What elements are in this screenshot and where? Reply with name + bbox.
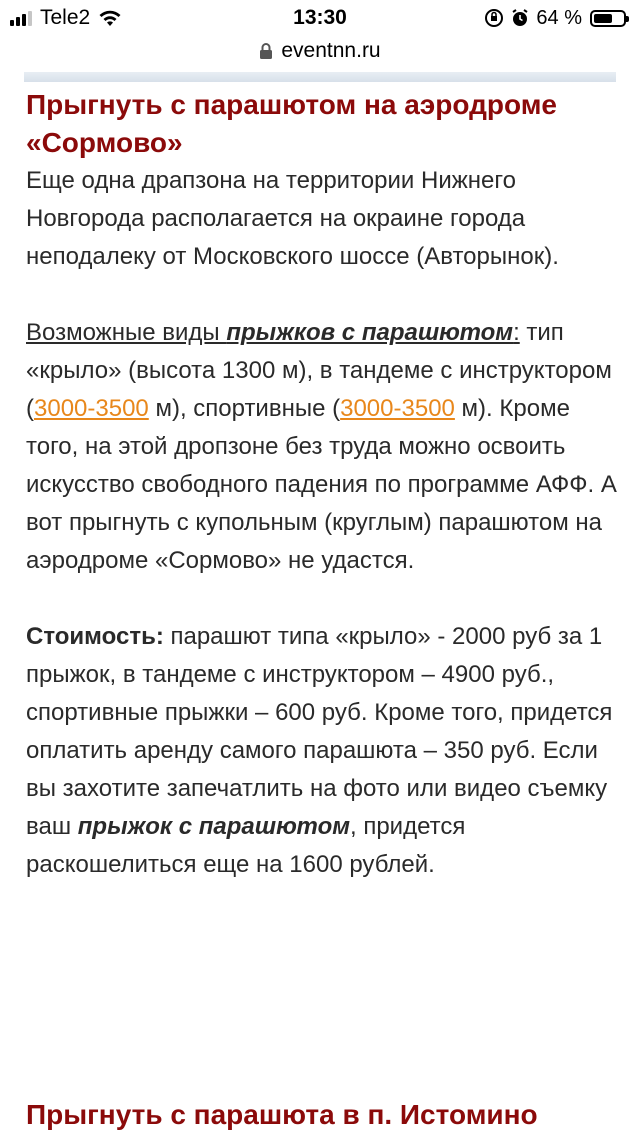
article-image-bottom-edge	[24, 72, 616, 82]
jump-types-link[interactable]: прыжков с парашютом	[226, 319, 514, 346]
section-title: Прыгнуть с парашютом на аэродроме «Сормово»	[26, 89, 558, 158]
intro-paragraph: Еще одна драпзона на территории Нижнего Новгорода располагается на окраине города неподалеку от Московского шоссе (Авторынок).	[26, 167, 559, 270]
height-link-tandem[interactable]: 3000-3500	[34, 395, 149, 422]
height-link-sport[interactable]: 3000-3500	[340, 395, 455, 422]
cost-paragraph: Стоимость: парашют типа «крыло» - 2000 руб за 1 прыжок, в тандеме с инструктором – 4900 руб., спортивные прыжки – 600 руб. Кроме того, придется оплатить аренду самого парашюта – 350 руб. Если вы захотите запечатлить на фото или видео съемку ваш прыжок с парашютом, придется раскошелиться еще на 1600 рублей.	[26, 623, 613, 878]
article-section-istomino	[26, 1096, 626, 1134]
url-domain: eventnn.ru	[281, 39, 381, 62]
status-bar	[0, 0, 640, 36]
battery-fill	[594, 14, 612, 23]
alarm-icon	[510, 8, 530, 28]
section-title-istomino: Прыгнуть с парашюта в п. Истомино	[26, 1099, 538, 1130]
status-time: 13:30	[293, 6, 347, 29]
status-right	[484, 6, 626, 30]
address-bar[interactable]	[0, 36, 640, 66]
cost-jump-link[interactable]: прыжок с парашютом	[77, 813, 350, 840]
carrier-name: Tele2	[40, 6, 91, 29]
lock-icon	[259, 42, 273, 60]
cost-label: Стоимость:	[26, 623, 164, 650]
jump-types-paragraph: Возможные виды прыжков с парашютом: тип «крыло» (высота 1300 м), в тандеме с инструктором (3000-3500 м), спортивные (3000-3500 м). Кроме того, на этой дропзоне без труда можно освоить искусство свободного падения по программе АФФ. А вот прыгнуть с купольным (круглым) парашютом на аэродроме «Сормово» не удастся.	[26, 319, 617, 574]
battery-icon	[590, 10, 626, 27]
jump-types-label: Возможные виды прыжков с парашютом:	[26, 319, 520, 346]
article-section-sormovo	[26, 86, 620, 884]
battery-percentage: 64 %	[536, 6, 582, 29]
orientation-lock-icon	[484, 8, 504, 28]
